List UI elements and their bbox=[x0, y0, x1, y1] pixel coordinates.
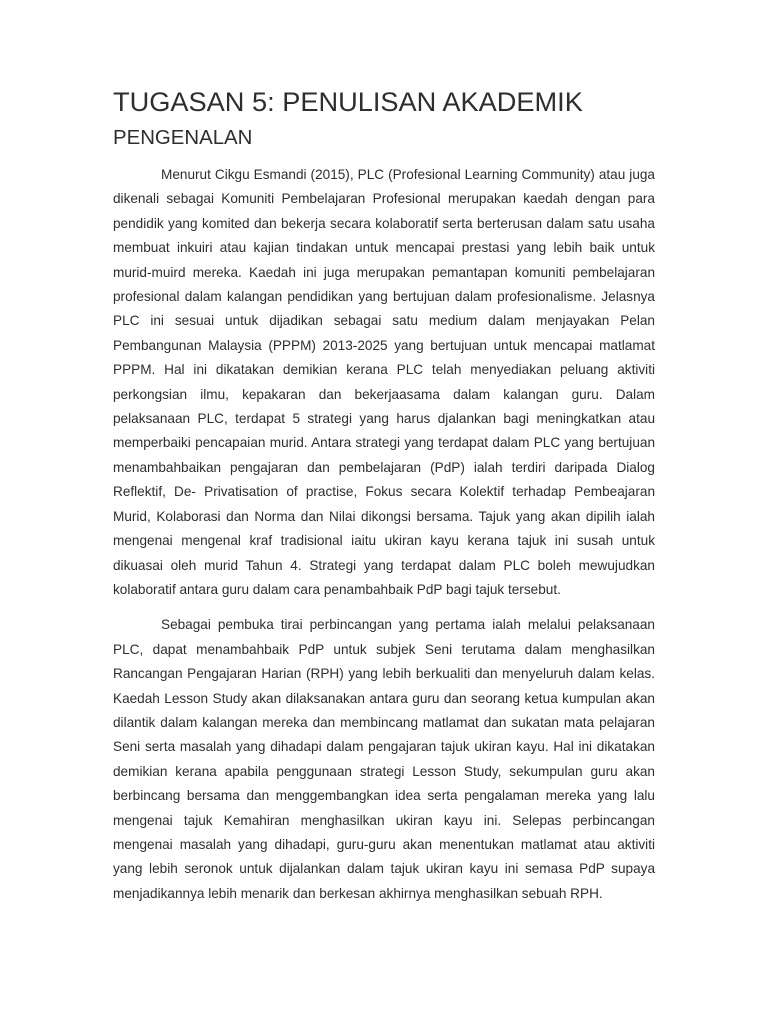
section-heading: PENGENALAN bbox=[113, 127, 253, 149]
document-body bbox=[113, 86, 655, 906]
body-paragraph-2: Sebagai pembuka tirai perbincangan yang pertama ialah melalui pelaksanaan PLC, dapat menambahbaik PdP untuk subjek Seni terutama dalam menghasilkan Rancangan Pengajaran Harian (RPH) yang lebih berkualiti dan menyeluruh dalam kelas. Kaedah Lesson Study akan dilaksanakan antara guru dan seorang ketua kumpulan akan dilantik dalam kalangan mereka dan membincang matlamat dan sukatan mata pelajaran Seni serta masalah yang dihadapi dalam pengajaran tajuk ukiran kayu. Hal ini dikatakan demikian kerana apabila penggunaan strategi Lesson Study, sekumpulan guru akan berbincang bersama dan menggembangkan idea serta pengalaman mereka yang lalu mengenai tajuk Kemahiran menghasilkan ukiran kayu ini. Selepas perbincangan mengenai masalah yang dihadapi, guru-guru akan menentukan matlamat atau aktiviti yang lebih seronok untuk dijalankan dalam tajuk ukiran kayu ini semasa PdP supaya menjadikannya lebih menarik dan berkesan akhirnya menghasilkan sebuah RPH. bbox=[113, 617, 655, 901]
body-paragraph-1: Menurut Cikgu Esmandi (2015), PLC (Profesional Learning Community) atau juga dikenali sebagai Komuniti Pembelajaran Profesional merupakan kaedah dengan para pendidik yang komited dan bekerja secara kolaboratif serta berterusan dalam satu usaha membuat inkuiri atau kajian tindakan untuk mencapai prestasi yang lebih baik untuk murid-muird mereka. Kaedah ini juga merupakan pemantapan komuniti pembelajaran profesional dalam kalangan pendidikan yang bertujuan dalam profesionalisme. Jelasnya PLC ini sesuai untuk dijadikan sebagai satu medium dalam menjayakan Pelan Pembangunan Malaysia (PPPM) 2013-2025 yang bertujuan untuk mencapai matlamat PPPM. Hal ini dikatakan demikian kerana PLC telah menyediakan peluang aktiviti perkongsian ilmu, kepakaran dan bekerjaasama dalam kalangan guru. Dalam pelaksanaan PLC, terdapat 5 strategi yang harus djalankan bagi meningkatkan atau memperbaiki pencapaian murid. Antara strategi yang terdapat dalam PLC yang bertujuan menambahbaikan pengajaran dan pembelajaran (PdP) ialah terdiri daripada Dialog Reflektif, De- Privatisation of practise, Fokus secara Kolektif terhadap Pembeajaran Murid, Kolaborasi dan Norma dan Nilai dikongsi bersama. Tajuk yang akan dipilih ialah mengenai mengenal kraf tradisional iaitu ukiran kayu kerana tajuk ini susah untuk dikuasai oleh murid Tahun 4. Strategi yang terdapat dalam PLC boleh mewujudkan kolaboratif antara guru dalam cara penambahbaik PdP bagi tajuk tersebut. bbox=[113, 167, 655, 597]
document-title: TUGASAN 5: PENULISAN AKADEMIK bbox=[113, 86, 583, 117]
